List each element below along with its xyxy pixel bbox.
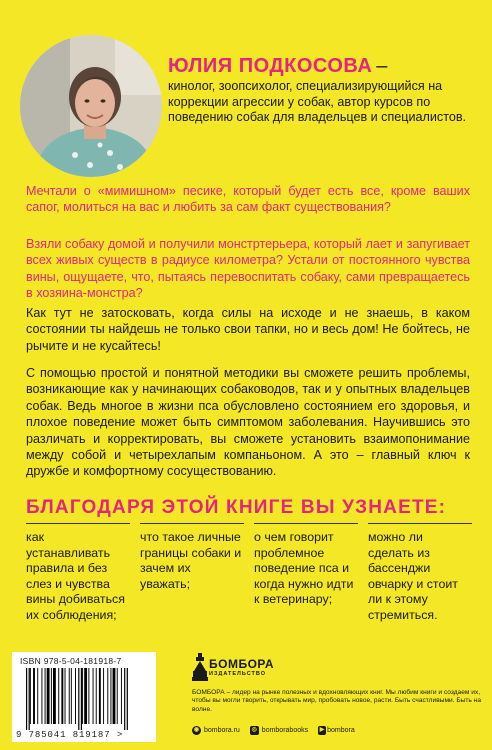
author-name: ЮЛИЯ ПОДКОСОВА – [168,55,388,77]
globe-icon: ◉ [193,726,200,733]
intro-question-2: Взяли собаку домой и получили монстртерьера, который лает и запугивает всех живых существ в радиусе километра? Устали от постоянного чувства вины, ощущаете, что, пытаясь перевоспитать собаку, сами превращаетесь в хозяина-монстра? [26,237,470,301]
learn-item-3: о чем говорит проблемное поведение пса и когда нужно идти к ветеринару; [254,523,358,615]
intro-question-1: Мечтали о «мимишном» песике, который будет есть все, кроме ваших сапог, молиться на вас и любить за сам факт существования? [26,184,470,215]
author-dash: – [376,55,388,77]
publisher-links [192,723,484,737]
barcode-image [26,668,144,730]
intro-paragraph-4: С помощью простой и понятной методики вы сможете решить проблемы, возникающие как у начинающих собаководов, так и у опытных владельцев собак. Ведь многое в жизни пса обусловлено состоянием его здоровья, и плохое поведение может быть симптомом заболевания. Научившись это различать и корректировать, вы сможете установить взаимопонимание между собой и четырехлапым компаньоном. А это – главный ключ к дружбе и комфортному сосуществованию. [26,366,470,479]
author-bio: кинолог, зоопсихолог, специализирующийся на коррекции агрессии у собак, автор курсов по поведению собак для владельцев и специалистов. [168,79,467,124]
social-link[interactable] [318,726,355,735]
publisher-logo [192,653,275,683]
publisher-subtitle: ИЗДАТЕЛЬСТВО [209,671,267,677]
publisher-logo-icon [192,653,208,681]
learn-item-1: как устанавливать правила и без слез и чувства вины добиваться их соблюдения; [26,523,130,615]
learn-item-2: что такое личные границы собаки и зачем их уважать; [140,523,244,615]
website-link-text: bombora.ru [204,726,240,734]
social-link-text: bombora [327,726,355,734]
barcode-digits: 9 785041 819187 > [16,730,124,740]
instagram-icon: ◎ [251,726,257,733]
intro-paragraph-3: Как тут не затосковать, когда силы на исходе и не знаешь, в каком состоянии ты найдешь не только свои тапки, но и весь дом! Не бойтесь, не рычите и не кусайтесь! [26,306,470,353]
author-photo [20,35,162,177]
instagram-link-text: bomborabooks [261,726,309,734]
instagram-link[interactable] [250,726,308,735]
learn-item-4: можно ли сделать из бассенджи овчарку и стоит ли к этому стремиться. [368,523,472,615]
publisher-description: БОМБОРА – лидер на рынке полезных и вдохновляющих книг. Мы любим книги и создаем их, чтобы вы могли творить, открывать мир, пробовать новое, расти. Быть счастливыми. Быть на волне. [192,689,481,713]
learn-columns [26,523,472,622]
website-link[interactable] [192,726,240,735]
isbn-text: ISBN 978-5-04-181918-7 [20,656,122,666]
social-icon: ▶ [319,726,325,733]
publisher-name: БОМБОРА [209,657,275,671]
learn-heading: БЛАГОДАРЯ ЭТОЙ КНИГЕ ВЫ УЗНАЕТЕ: [26,497,447,518]
barcode-panel [12,652,156,742]
